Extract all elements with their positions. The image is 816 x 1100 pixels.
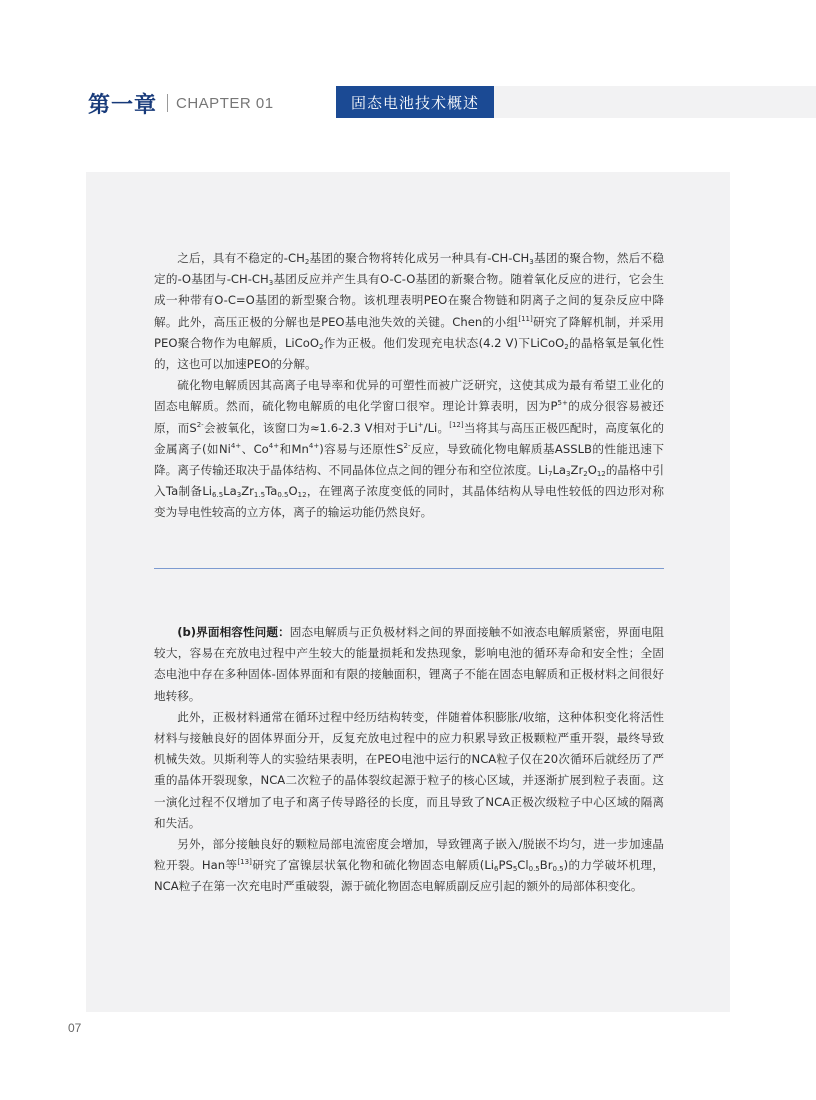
page-number: 07 [68, 1021, 82, 1035]
paragraph: 硫化物电解质因其高离子电导率和优异的可塑性而被广泛研究，这使其成为最有希望工业化的固态电解质。然而，硫化物电解质的电化学窗口很窄。理论计算表明，因为$P^{5+}$的成分很容易被还原，而$S^{2-}$会被氧化，该窗口为≈1.6-2.3 V相对于Li+/Li。[12]当将其与高压正极匹配时，高度氧化的金属离子(如$Ni^{4+}$、$Co^{4+}$和$Mn^{4+}$)容易与还原性$S^{2-}$反应，导致硫化物电解质基ASSLB的性能迅速下降。离子传输还取决于晶体结构、不同晶体位点之间的锂分布和空位浓度。$Li_7La_3Zr_2O_{12}$的晶格中引入Ta制备$Li_{6.5}La_3Zr_{1.5}Ta_{0.5}O_{12}$，在锂离子浓度变低的同时，其晶体结构从导电性较低的四边形对称变为导电性较高的立方体，离子的输运功能仍然良好。 [154, 378, 664, 520]
chapter-number-zh: 第一章 [88, 92, 158, 118]
paragraph: (b)界面相容性问题：固态电解质与正负极材料之间的界面接触不如液态电解质紧密，界面电阻较大，容易在充放电过程中产生较大的能量损耗和发热现象，影响电池的循环寿命和安全性；全固态电池中存在多种固体-固体界面和有限的接触面积，锂离子不能在固态电解质和正极材料之间很好地转移。 [154, 625, 664, 703]
chapter-separator [167, 94, 168, 112]
subsection-heading: (b)界面相容性问题： [177, 625, 290, 639]
citation: [13] [237, 858, 252, 867]
section-divider [154, 568, 664, 569]
chapter-label [88, 88, 274, 118]
paragraph: 此外，正极材料通常在循环过程中经历结构转变，伴随着体积膨胀/收缩，这种体积变化将活性材料与接触良好的固体界面分开，反复充放电过程中的应力积累导致正极颗粒严重开裂，最终导致机械失效。贝斯利等人的实验结果表明，在PEO电池中运行的NCA粒子仅在20次循环后就经历了严重的晶体开裂现象，NCA二次粒子的晶体裂纹起源于粒子的核心区域，并逐渐扩展到粒子表面。这一演化过程不仅增加了电子和离子传导路径的长度，而且导致了NCA正极次级粒子中心区域的隔离和失活。 [154, 709, 664, 830]
citation: [12] [449, 420, 464, 429]
chapter-number-en: CHAPTER 01 [176, 94, 274, 112]
section-polymer-sulfide [154, 248, 664, 524]
chapter-title: 固态电池技术概述 [336, 86, 494, 118]
paragraph: 另外，部分接触良好的颗粒局部电流密度会增加，导致锂离子嵌入/脱嵌不均匀，进一步加速晶粒开裂。Han等[13]研究了富镍层状氧化物和硫化物固态电解质$(Li_6PS_5Cl_{0.5}Br_{0.5})$的力学破坏机理，NCA粒子在第一次充电时严重破裂，源于硫化物固态电解质副反应引起的额外的局部体积变化。 [154, 837, 664, 894]
citation: [11] [518, 314, 533, 323]
paragraph: 之后，具有不稳定的$-CH_2$基团的聚合物将转化成另一种具有$-CH-CH_3$基团的聚合物，然后不稳定的-O基团与$-CH-CH_3$基团反应并产生具有O-C-O基团的新聚合物。随着氧化反应的进行，它会生成一种带有O-C=O基团的新型聚合物。该机理表明PEO在聚合物链和阴离子之间的复杂反应中降解。此外，高压正极的分解也是PEO基电池失效的关键。Chen的小组[11]研究了降解机制，并采用PEO聚合物作为电解质，LiCoO$_2$作为正极。他们发现充电状态(4.2 V)下LiCoO$_2$的晶格氧是氧化性的，这也可以加速PEO的分解。 [154, 251, 664, 372]
section-interface-compatibility [154, 622, 664, 898]
